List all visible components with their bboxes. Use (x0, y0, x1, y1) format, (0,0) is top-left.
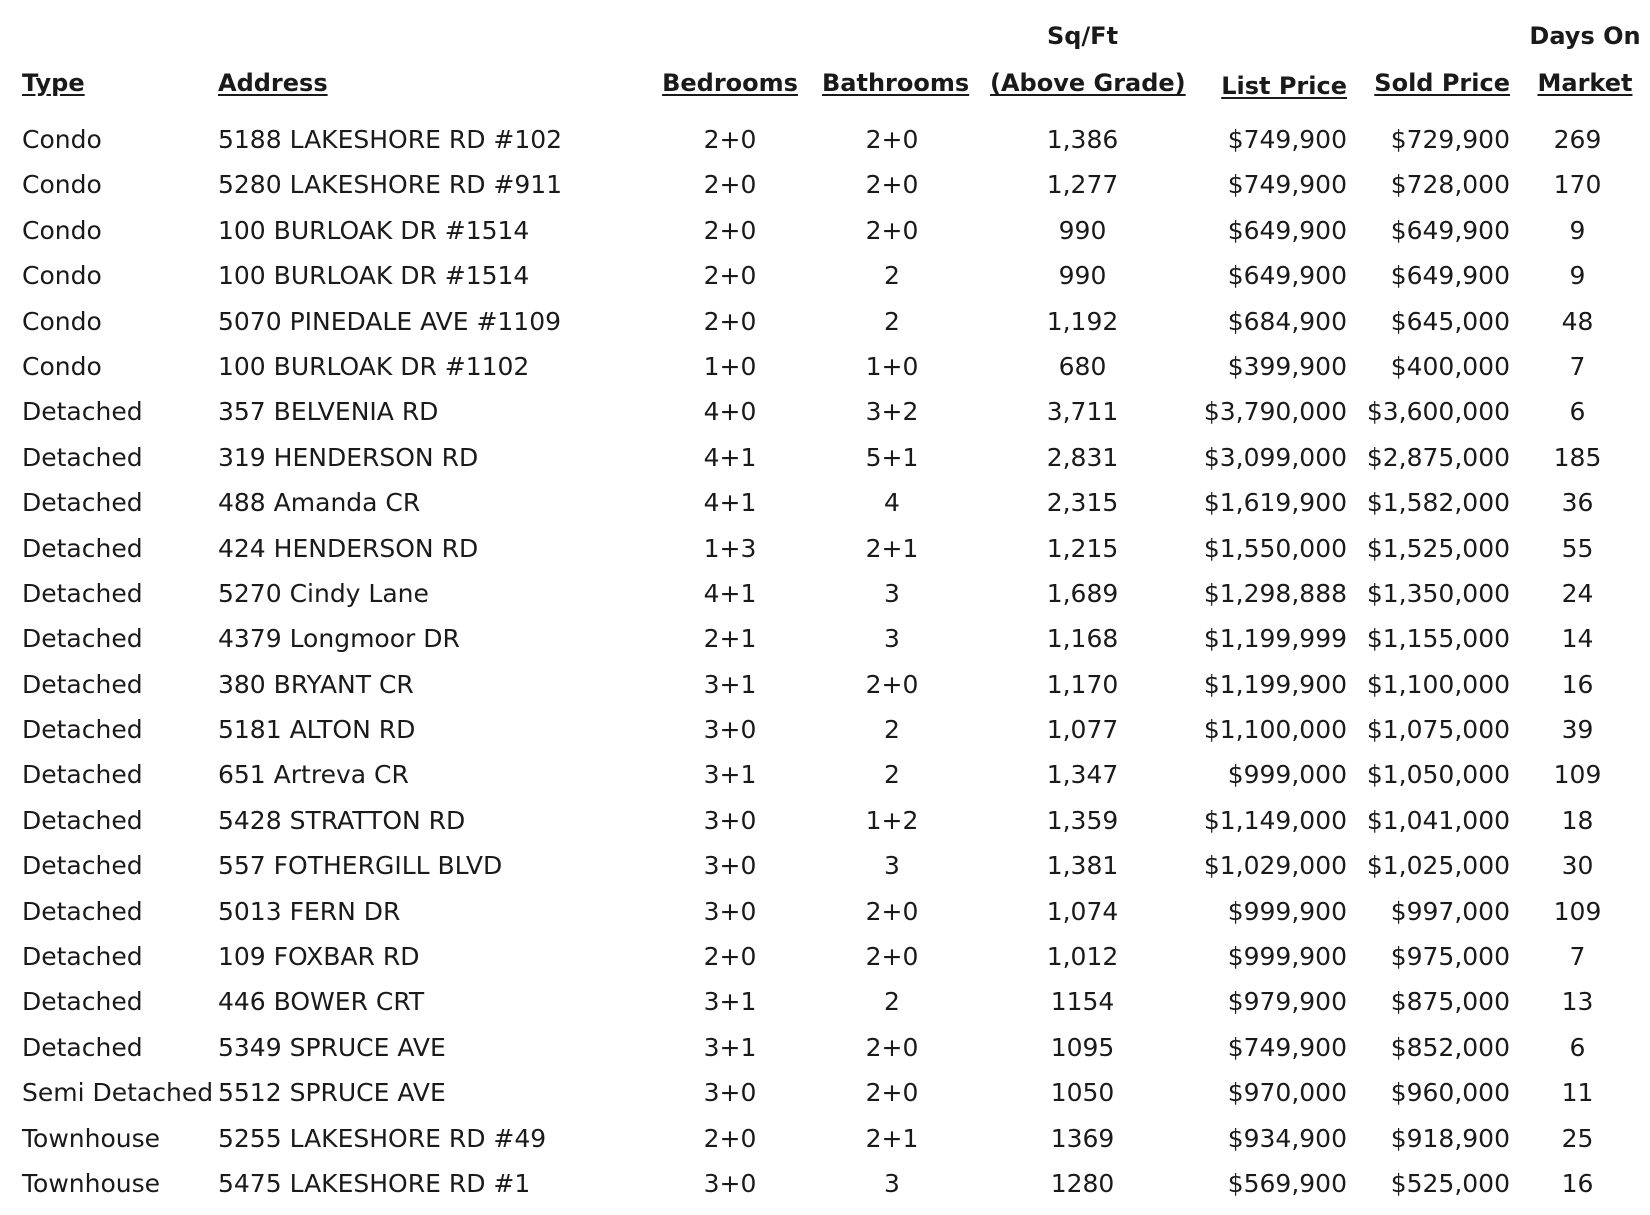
table-row (0, 253, 1650, 298)
table-row (0, 979, 1650, 1024)
cell-sqft: 1,277 (1046, 170, 1119, 200)
table-row (0, 1116, 1650, 1161)
cell-bedrooms: 4+1 (703, 488, 757, 518)
cell-sqft: 1,689 (1046, 578, 1119, 608)
cell-sold-price: $1,025,000 (1366, 851, 1510, 881)
table-row (0, 299, 1650, 344)
cell-sqft: 1280 (1050, 1168, 1115, 1198)
header-dom-line1: Days On (1529, 22, 1641, 50)
cell-list-price: $749,900 (1227, 125, 1347, 154)
cell-sqft: 1369 (1050, 1123, 1115, 1153)
cell-bedrooms: 2+0 (703, 125, 757, 154)
cell-bathrooms: 2+1 (865, 533, 919, 563)
cell-list-price: $1,100,000 (1203, 715, 1347, 745)
cell-address: 357 BELVENIA RD (218, 397, 439, 427)
cell-address: 5280 LAKESHORE RD #911 (218, 170, 563, 200)
cell-bathrooms: 2 (884, 987, 900, 1017)
cell-bedrooms: 2+0 (703, 261, 757, 291)
header-sold-price (1350, 68, 1510, 98)
cell-sold-price: $875,000 (1390, 987, 1510, 1017)
cell-address: 100 BURLOAK DR #1514 (218, 215, 530, 245)
cell-sold-price: $1,155,000 (1366, 624, 1510, 654)
cell-type: Detached (22, 397, 143, 427)
cell-type: Condo (22, 261, 102, 291)
table-row (0, 435, 1650, 480)
header-days-on-market (1525, 21, 1645, 98)
cell-address: 380 BRYANT CR (218, 669, 414, 699)
header-sqft-line2: (Above Grade) (990, 69, 1186, 97)
cell-type: Detached (22, 533, 143, 563)
cell-days-on-market: 269 (1553, 125, 1602, 154)
cell-type: Condo (22, 306, 102, 336)
cell-days-on-market: 16 (1561, 1168, 1594, 1198)
table-row (0, 1161, 1650, 1206)
table-row (0, 707, 1650, 752)
cell-sold-price: $649,900 (1390, 261, 1510, 291)
cell-bathrooms: 2 (884, 760, 900, 790)
cell-list-price: $970,000 (1227, 1078, 1347, 1108)
cell-days-on-market: 9 (1569, 215, 1586, 245)
cell-sqft: 990 (1058, 215, 1107, 245)
cell-sold-price: $729,900 (1390, 125, 1510, 154)
cell-days-on-market: 55 (1561, 533, 1594, 563)
header-sqft (990, 21, 1186, 98)
cell-days-on-market: 170 (1553, 170, 1602, 200)
cell-bathrooms: 3 (884, 1168, 900, 1198)
cell-address: 109 FOXBAR RD (218, 942, 420, 972)
cell-bathrooms: 2+1 (865, 1123, 919, 1153)
cell-sold-price: $728,000 (1390, 170, 1510, 200)
cell-days-on-market: 48 (1561, 306, 1594, 336)
cell-days-on-market: 6 (1569, 397, 1586, 427)
cell-bathrooms: 2+0 (865, 125, 919, 154)
cell-type: Detached (22, 488, 143, 518)
cell-list-price: $979,900 (1227, 987, 1347, 1017)
cell-days-on-market: 13 (1561, 987, 1594, 1017)
table-row (0, 616, 1650, 661)
cell-bathrooms: 1+0 (865, 351, 919, 381)
cell-list-price: $749,900 (1227, 170, 1347, 200)
table-row (0, 1025, 1650, 1070)
cell-type: Detached (22, 1032, 143, 1062)
cell-days-on-market: 109 (1553, 760, 1602, 790)
cell-sqft: 1,215 (1046, 533, 1119, 563)
cell-sqft: 1,077 (1046, 715, 1119, 745)
cell-address: 651 Artreva CR (218, 760, 409, 790)
cell-days-on-market: 7 (1569, 942, 1586, 972)
cell-sold-price: $649,900 (1390, 215, 1510, 245)
cell-bedrooms: 1+0 (703, 351, 757, 381)
table-row (0, 662, 1650, 707)
cell-type: Condo (22, 170, 102, 200)
cell-sold-price: $997,000 (1390, 896, 1510, 926)
cell-sqft: 2,831 (1046, 442, 1119, 472)
cell-type: Townhouse (22, 1168, 161, 1198)
cell-sold-price: $645,000 (1390, 306, 1510, 336)
cell-address: 5255 LAKESHORE RD #49 (218, 1123, 547, 1153)
header-list-price (1185, 71, 1347, 101)
cell-list-price: $1,149,000 (1203, 805, 1347, 835)
cell-sold-price: $1,050,000 (1366, 760, 1510, 790)
cell-bathrooms: 2+0 (865, 896, 919, 926)
table-row (0, 752, 1650, 797)
cell-list-price: $999,900 (1227, 896, 1347, 926)
header-bedrooms (660, 68, 800, 98)
table-body (0, 117, 1650, 1206)
cell-sold-price: $975,000 (1390, 942, 1510, 972)
cell-sqft: 1095 (1050, 1032, 1115, 1062)
cell-sqft: 1,012 (1046, 942, 1119, 972)
header-bathrooms-label: Bathrooms (822, 69, 970, 97)
cell-type: Detached (22, 442, 143, 472)
header-bedrooms-label: Bedrooms (662, 69, 798, 97)
cell-sqft: 1154 (1050, 987, 1115, 1017)
cell-address: 5013 FERN DR (218, 896, 401, 926)
cell-list-price: $684,900 (1227, 306, 1347, 336)
cell-sold-price: $1,075,000 (1366, 715, 1510, 745)
cell-type: Detached (22, 715, 143, 745)
cell-type: Detached (22, 942, 143, 972)
header-dom-line2: Market (1537, 69, 1633, 97)
cell-bathrooms: 3 (884, 578, 900, 608)
table-row (0, 389, 1650, 434)
cell-list-price: $649,900 (1227, 261, 1347, 291)
cell-sold-price: $960,000 (1390, 1078, 1510, 1108)
cell-sqft: 990 (1058, 261, 1107, 291)
header-sqft-line1: Sq/Ft (1046, 22, 1119, 50)
table-row (0, 344, 1650, 389)
cell-bathrooms: 2+0 (865, 1078, 919, 1108)
cell-address: 5428 STRATTON RD (218, 805, 466, 835)
cell-days-on-market: 7 (1569, 351, 1586, 381)
cell-bedrooms: 3+0 (703, 1078, 757, 1108)
cell-bedrooms: 2+0 (703, 215, 757, 245)
cell-address: 5181 ALTON RD (218, 715, 416, 745)
cell-type: Condo (22, 125, 102, 154)
cell-days-on-market: 36 (1561, 488, 1594, 518)
cell-type: Detached (22, 669, 143, 699)
cell-type: Condo (22, 215, 102, 245)
cell-days-on-market: 25 (1561, 1123, 1594, 1153)
table-row (0, 208, 1650, 253)
cell-list-price: $1,029,000 (1203, 851, 1347, 881)
cell-sold-price: $2,875,000 (1366, 442, 1510, 472)
cell-type: Semi Detached (22, 1078, 214, 1108)
cell-type: Detached (22, 896, 143, 926)
cell-bedrooms: 1+3 (703, 533, 757, 563)
cell-bedrooms: 3+1 (703, 669, 757, 699)
cell-list-price: $3,099,000 (1203, 442, 1347, 472)
table-row (0, 480, 1650, 525)
cell-bathrooms: 2 (884, 715, 900, 745)
cell-address: 5070 PINEDALE AVE #1109 (218, 306, 562, 336)
cell-bedrooms: 2+0 (703, 1123, 757, 1153)
table-row (0, 798, 1650, 843)
cell-sqft: 1,170 (1046, 669, 1119, 699)
cell-days-on-market: 109 (1553, 896, 1602, 926)
cell-list-price: $1,550,000 (1203, 533, 1347, 563)
cell-sold-price: $3,600,000 (1366, 397, 1510, 427)
cell-sqft: 1,386 (1046, 125, 1119, 154)
cell-bedrooms: 3+0 (703, 851, 757, 881)
header-list-price-label: List Price (1221, 72, 1347, 100)
cell-bathrooms: 3+2 (865, 397, 919, 427)
cell-type: Condo (22, 351, 102, 381)
cell-list-price: $999,900 (1227, 942, 1347, 972)
cell-address: 319 HENDERSON RD (218, 442, 479, 472)
cell-bathrooms: 2+0 (865, 215, 919, 245)
table-row (0, 1070, 1650, 1115)
cell-bedrooms: 3+0 (703, 1168, 757, 1198)
cell-bedrooms: 3+0 (703, 805, 757, 835)
cell-days-on-market: 14 (1561, 624, 1594, 654)
cell-sqft: 1,381 (1046, 851, 1119, 881)
cell-address: 446 BOWER CRT (218, 987, 425, 1017)
cell-type: Detached (22, 578, 143, 608)
cell-sold-price: $852,000 (1390, 1032, 1510, 1062)
cell-bedrooms: 2+0 (703, 942, 757, 972)
cell-bedrooms: 4+0 (703, 397, 757, 427)
cell-bedrooms: 3+1 (703, 760, 757, 790)
cell-sqft: 1,192 (1046, 306, 1119, 336)
cell-address: 5349 SPRUCE AVE (218, 1032, 446, 1062)
cell-address: 100 BURLOAK DR #1514 (218, 261, 530, 291)
header-address-label: Address (218, 69, 328, 97)
cell-bathrooms: 3 (884, 624, 900, 654)
cell-days-on-market: 24 (1561, 578, 1594, 608)
cell-days-on-market: 11 (1561, 1078, 1594, 1108)
cell-type: Detached (22, 624, 143, 654)
cell-address: 488 Amanda CR (218, 488, 421, 518)
table-row (0, 843, 1650, 888)
cell-sold-price: $1,582,000 (1366, 488, 1510, 518)
cell-bedrooms: 3+0 (703, 715, 757, 745)
header-type (22, 68, 85, 98)
cell-type: Detached (22, 760, 143, 790)
cell-address: 5475 LAKESHORE RD #1 (218, 1168, 531, 1198)
cell-list-price: $934,900 (1227, 1123, 1347, 1153)
cell-list-price: $1,199,999 (1203, 624, 1347, 654)
cell-sold-price: $1,041,000 (1366, 805, 1510, 835)
cell-type: Detached (22, 805, 143, 835)
cell-list-price: $1,619,900 (1203, 488, 1347, 518)
cell-bathrooms: 1+2 (865, 805, 919, 835)
cell-days-on-market: 18 (1561, 805, 1594, 835)
cell-address: 557 FOTHERGILL BLVD (218, 851, 503, 881)
cell-days-on-market: 30 (1561, 851, 1594, 881)
cell-days-on-market: 16 (1561, 669, 1594, 699)
cell-list-price: $999,000 (1227, 760, 1347, 790)
cell-bedrooms: 2+0 (703, 170, 757, 200)
cell-sqft: 680 (1058, 351, 1107, 381)
cell-type: Detached (22, 987, 143, 1017)
cell-sqft: 1,168 (1046, 624, 1119, 654)
cell-address: 424 HENDERSON RD (218, 533, 479, 563)
cell-sqft: 1,074 (1046, 896, 1119, 926)
table-row (0, 117, 1650, 162)
cell-list-price: $3,790,000 (1203, 397, 1347, 427)
cell-sold-price: $1,100,000 (1366, 669, 1510, 699)
header-sold-price-label: Sold Price (1374, 69, 1510, 97)
cell-sqft: 3,711 (1046, 397, 1119, 427)
header-address (218, 68, 328, 98)
cell-bathrooms: 4 (884, 488, 900, 518)
cell-bathrooms: 2+0 (865, 942, 919, 972)
cell-list-price: $749,900 (1227, 1032, 1347, 1062)
cell-bedrooms: 3+0 (703, 896, 757, 926)
cell-type: Townhouse (22, 1123, 161, 1153)
cell-sqft: 2,315 (1046, 488, 1119, 518)
cell-bedrooms: 4+1 (703, 578, 757, 608)
cell-address: 5512 SPRUCE AVE (218, 1078, 446, 1108)
cell-address: 5270 Cindy Lane (218, 578, 429, 608)
cell-sold-price: $918,900 (1390, 1123, 1510, 1153)
cell-list-price: $399,900 (1227, 351, 1347, 381)
cell-days-on-market: 9 (1569, 261, 1586, 291)
cell-bedrooms: 3+1 (703, 1032, 757, 1062)
cell-bathrooms: 2+0 (865, 170, 919, 200)
cell-sqft: 1,359 (1046, 805, 1119, 835)
table-row (0, 571, 1650, 616)
cell-bedrooms: 2+0 (703, 306, 757, 336)
cell-list-price: $569,900 (1227, 1168, 1347, 1198)
cell-bathrooms: 2+0 (865, 1032, 919, 1062)
cell-days-on-market: 6 (1569, 1032, 1586, 1062)
cell-list-price: $1,298,888 (1203, 578, 1347, 608)
header-type-label: Type (22, 69, 85, 97)
cell-sqft: 1050 (1050, 1078, 1115, 1108)
cell-address: 5188 LAKESHORE RD #102 (218, 125, 563, 154)
cell-bedrooms: 4+1 (703, 442, 757, 472)
table-row (0, 162, 1650, 207)
cell-address: 100 BURLOAK DR #1102 (218, 351, 530, 381)
cell-type: Detached (22, 851, 143, 881)
cell-sold-price: $400,000 (1390, 351, 1510, 381)
cell-list-price: $649,900 (1227, 215, 1347, 245)
cell-list-price: $1,199,900 (1203, 669, 1347, 699)
cell-bedrooms: 2+1 (703, 624, 757, 654)
cell-bathrooms: 2 (884, 261, 900, 291)
cell-sold-price: $1,525,000 (1366, 533, 1510, 563)
cell-bedrooms: 3+1 (703, 987, 757, 1017)
cell-sqft: 1,347 (1046, 760, 1119, 790)
cell-days-on-market: 39 (1561, 715, 1594, 745)
cell-bathrooms: 3 (884, 851, 900, 881)
cell-address: 4379 Longmoor DR (218, 624, 460, 654)
cell-bathrooms: 5+1 (865, 442, 919, 472)
cell-days-on-market: 185 (1553, 442, 1602, 472)
cell-sold-price: $1,350,000 (1366, 578, 1510, 608)
table-row (0, 889, 1650, 934)
header-bathrooms (822, 68, 970, 98)
cell-bathrooms: 2 (884, 306, 900, 336)
table-row (0, 934, 1650, 979)
cell-sold-price: $525,000 (1390, 1168, 1510, 1198)
cell-bathrooms: 2+0 (865, 669, 919, 699)
table-row (0, 526, 1650, 571)
